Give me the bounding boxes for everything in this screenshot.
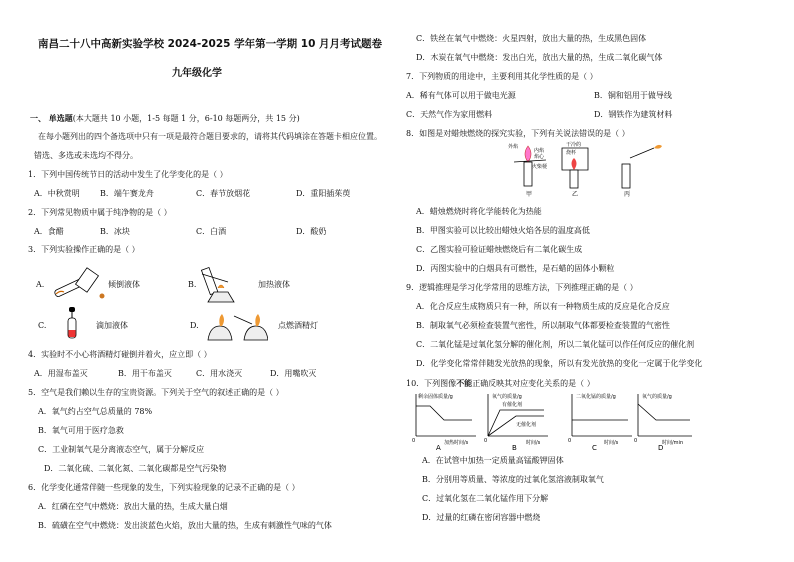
q10-graphs xyxy=(404,390,694,452)
q5-option-b: B．氧气可用于医疗急救 xyxy=(38,426,124,435)
q2-stem: 2．下列常见物质中属于纯净物的是（ ） xyxy=(28,208,172,217)
q2-option-c: C．白酒 xyxy=(196,227,227,236)
q3-stem: 3．下列实验操作正确的是（ ） xyxy=(28,245,140,254)
section-heading-note: (本大题共 10 小题，1-5 每题 1 分，6-10 每题两分，共 15 分) xyxy=(72,114,300,123)
q6-option-a: A．红磷在空气中燃烧：放出大量的热，生成大量白烟 xyxy=(38,502,228,511)
candle-label-inner-flame: 内焰 xyxy=(534,148,545,154)
q4-option-a: A．用湿布盖灭 xyxy=(34,369,88,378)
q6-option-d: D．木炭在氧气中燃烧：发出白光，放出大量的热，生成二氧化碳气体 xyxy=(416,53,663,62)
q9-stem: 9．逻辑推理是学习化学常用的思维方法，下列推理正确的是（ ） xyxy=(406,283,638,292)
q6-option-c: C．铁丝在氧气中燃烧：火星四射，放出大量的热，生成黑色固体 xyxy=(416,34,647,43)
q10-option-a: A．在试管中加热一定质量高锰酸钾固体 xyxy=(422,456,564,465)
q5-option-d: D．二氧化硫、二氧化氮、二氧化碳都是空气污染物 xyxy=(44,464,227,473)
q5-option-a: A．氧气约占空气总质量的 78% xyxy=(38,407,153,416)
q8-option-b: B．甲图实验可以比较出蜡烛火焰各层的温度高低 xyxy=(416,226,590,235)
candle-label-dry-cold: 干冷的 xyxy=(566,142,582,148)
q4-option-b: B．用干布盖灭 xyxy=(118,369,172,378)
q3-option-c-caption: 滴加液体 xyxy=(96,321,128,330)
heating-liquid-figure xyxy=(198,262,254,306)
graph-b-letter: B xyxy=(512,444,517,452)
q3-option-d-caption: 点燃酒精灯 xyxy=(278,321,318,330)
graph-b-curve2: 无催化剂 xyxy=(516,422,537,428)
q10-stem-bold: 不能 xyxy=(456,378,473,388)
candle-label-matchstick: 火柴梗 xyxy=(532,164,548,170)
exam-subtitle: 九年级化学 xyxy=(172,68,222,79)
q3-option-a: A. xyxy=(36,280,45,289)
graph-c xyxy=(568,393,632,452)
pouring-liquid-figure xyxy=(50,266,110,302)
graph-b xyxy=(484,393,548,452)
q2-option-d: D．酸奶 xyxy=(296,227,327,236)
graph-d-origin: 0 xyxy=(634,438,638,444)
candle-label-bing: 丙 xyxy=(624,191,631,198)
graph-c-ylabel: 二氧化锰的质量/g xyxy=(576,394,616,400)
q1-option-d: D．重阳插茱萸 xyxy=(296,189,351,198)
lighting-lamp-figure xyxy=(204,304,268,342)
q3-option-d: D. xyxy=(190,321,199,330)
q2-option-a: A．食醋 xyxy=(34,227,64,236)
graph-d-letter: D xyxy=(658,444,664,452)
q9-option-d: D．化学变化常常伴随发光放热的现象，所以有发光放热的变化一定属于化学变化 xyxy=(416,359,703,368)
section-heading-label: 一、 单选题 xyxy=(30,113,73,123)
graph-b-origin: 0 xyxy=(484,438,488,444)
q10-option-d: D．过量的红磷在密闭容器中燃烧 xyxy=(422,513,541,522)
graph-a xyxy=(412,393,476,452)
q1-option-b: B．端午赛龙舟 xyxy=(100,189,154,198)
q10-stem-post: 正确反映其对应变化关系的是（ ） xyxy=(472,379,595,388)
graph-c-xlabel: 时间/s xyxy=(604,440,619,446)
q6-option-b: B．硫磺在空气中燃烧：发出淡蓝色火焰，放出大量的热，生成有刺激性气味的气体 xyxy=(38,521,332,530)
graph-d-xlabel: 时间/min xyxy=(662,440,684,446)
graph-c-origin: 0 xyxy=(568,438,572,444)
q6-stem: 6．化学变化通常伴随一些现象的发生，下列实验现象的记录不正确的是（ ） xyxy=(28,483,300,492)
q8-option-c: C．乙图实验可验证蜡烛燃烧后有二氧化碳生成 xyxy=(416,245,583,254)
candle-label-yi: 乙 xyxy=(572,191,579,198)
graph-a-ylabel: 剩余固体质量/g xyxy=(418,394,453,400)
graph-a-letter: A xyxy=(436,444,441,452)
candle-label-flame-core: 焰心 xyxy=(534,154,545,160)
q3-option-b: B. xyxy=(188,280,197,289)
q9-option-a: A．化合反应生成物质只有一种，所以有一种物质生成的反应是化合反应 xyxy=(416,302,670,311)
q10-option-c: C．过氧化氢在二氧化锰作用下分解 xyxy=(422,494,549,503)
q7-option-a: A．稀有气体可以用于做电光源 xyxy=(406,91,516,100)
graph-d xyxy=(634,393,692,452)
q4-stem: 4．实验时不小心将酒精灯碰倒并着火，应立即（ ） xyxy=(28,350,212,359)
q3-option-b-caption: 加热液体 xyxy=(258,280,290,289)
graph-a-origin: 0 xyxy=(412,438,416,444)
q2-option-b: B．冰块 xyxy=(100,227,130,236)
q7-option-c: C．天然气作为家用燃料 xyxy=(406,110,493,119)
q5-option-c: C．工业制氧气是分离液态空气，属于分解反应 xyxy=(38,445,205,454)
q9-option-c: C．二氧化锰是过氧化氢分解的催化剂，所以二氧化锰可以作任何反应的催化剂 xyxy=(416,340,695,349)
q10-option-b: B．分别用等质量、等浓度的过氧化氢溶液制取氧气 xyxy=(422,475,604,484)
candle-label-jia: 甲 xyxy=(526,191,533,198)
q10-stem-pre: 10．下列图像 xyxy=(406,379,457,388)
q3-option-a-caption: 倾倒液体 xyxy=(108,280,140,289)
graph-b-curve1: 有催化剂 xyxy=(502,402,523,408)
q9-option-b: B．制取氧气必须检查装置气密性，所以制取气体都要检查装置的气密性 xyxy=(416,321,670,330)
q8-option-a: A．蜡烛燃烧时将化学能转化为热能 xyxy=(416,207,542,216)
candle-label-beaker: 烧杯 xyxy=(566,150,577,156)
q7-stem: 7．下列物质的用途中，主要利用其化学性质的是（ ） xyxy=(406,72,598,81)
q8-option-d: D．丙图实验中的白烟具有可燃性，是石蜡的固体小颗粒 xyxy=(416,264,615,273)
exam-title: 南昌二十八中高新实验学校 2024-2025 学年第一学期 10 月月考试题卷 xyxy=(38,38,383,50)
q1-stem: 1．下列中国传统节日的活动中发生了化学变化的是（ ） xyxy=(28,170,228,179)
q7-option-b: B．铜和铝用于做导线 xyxy=(594,91,672,100)
q7-option-d: D．钢铁作为建筑材料 xyxy=(594,110,673,119)
instructions-line-2: 错选、多选或未选均不得分。 xyxy=(34,151,138,160)
q5-stem: 5．空气是我们赖以生存的宝贵资源。下列关于空气的叙述正确的是（ ） xyxy=(28,388,284,397)
q8-stem: 8．如图是对蜡烛燃烧的探究实验，下列有关说法错误的是（ ） xyxy=(406,129,630,138)
candle-label-outer-flame: 外焰 xyxy=(508,144,519,150)
graph-d-ylabel: 氧气的质量/g xyxy=(642,394,672,400)
q1-option-c: C．春节放烟花 xyxy=(196,189,251,198)
instructions-line-1: 在每小题列出的四个备选项中只有一项是最符合题目要求的，请将其代码填涂在答题卡相应位置。 xyxy=(38,132,382,141)
graph-b-xlabel: 时间/s xyxy=(526,440,541,446)
q1-option-a: A．中秋赏明 xyxy=(34,189,80,198)
q4-option-c: C．用水浇灭 xyxy=(196,369,243,378)
q10-stem xyxy=(406,378,595,389)
graph-b-ylabel: 氧气的质量/g xyxy=(492,394,522,400)
graph-a-xlabel: 加热时间/s xyxy=(444,440,469,446)
q4-option-d: D．用嘴吹灭 xyxy=(270,369,317,378)
candle-experiment-figure xyxy=(506,140,672,198)
q3-option-c: C. xyxy=(38,321,47,330)
section-heading xyxy=(30,113,300,124)
dropping-liquid-figure xyxy=(60,306,84,340)
graph-c-letter: C xyxy=(592,444,597,452)
